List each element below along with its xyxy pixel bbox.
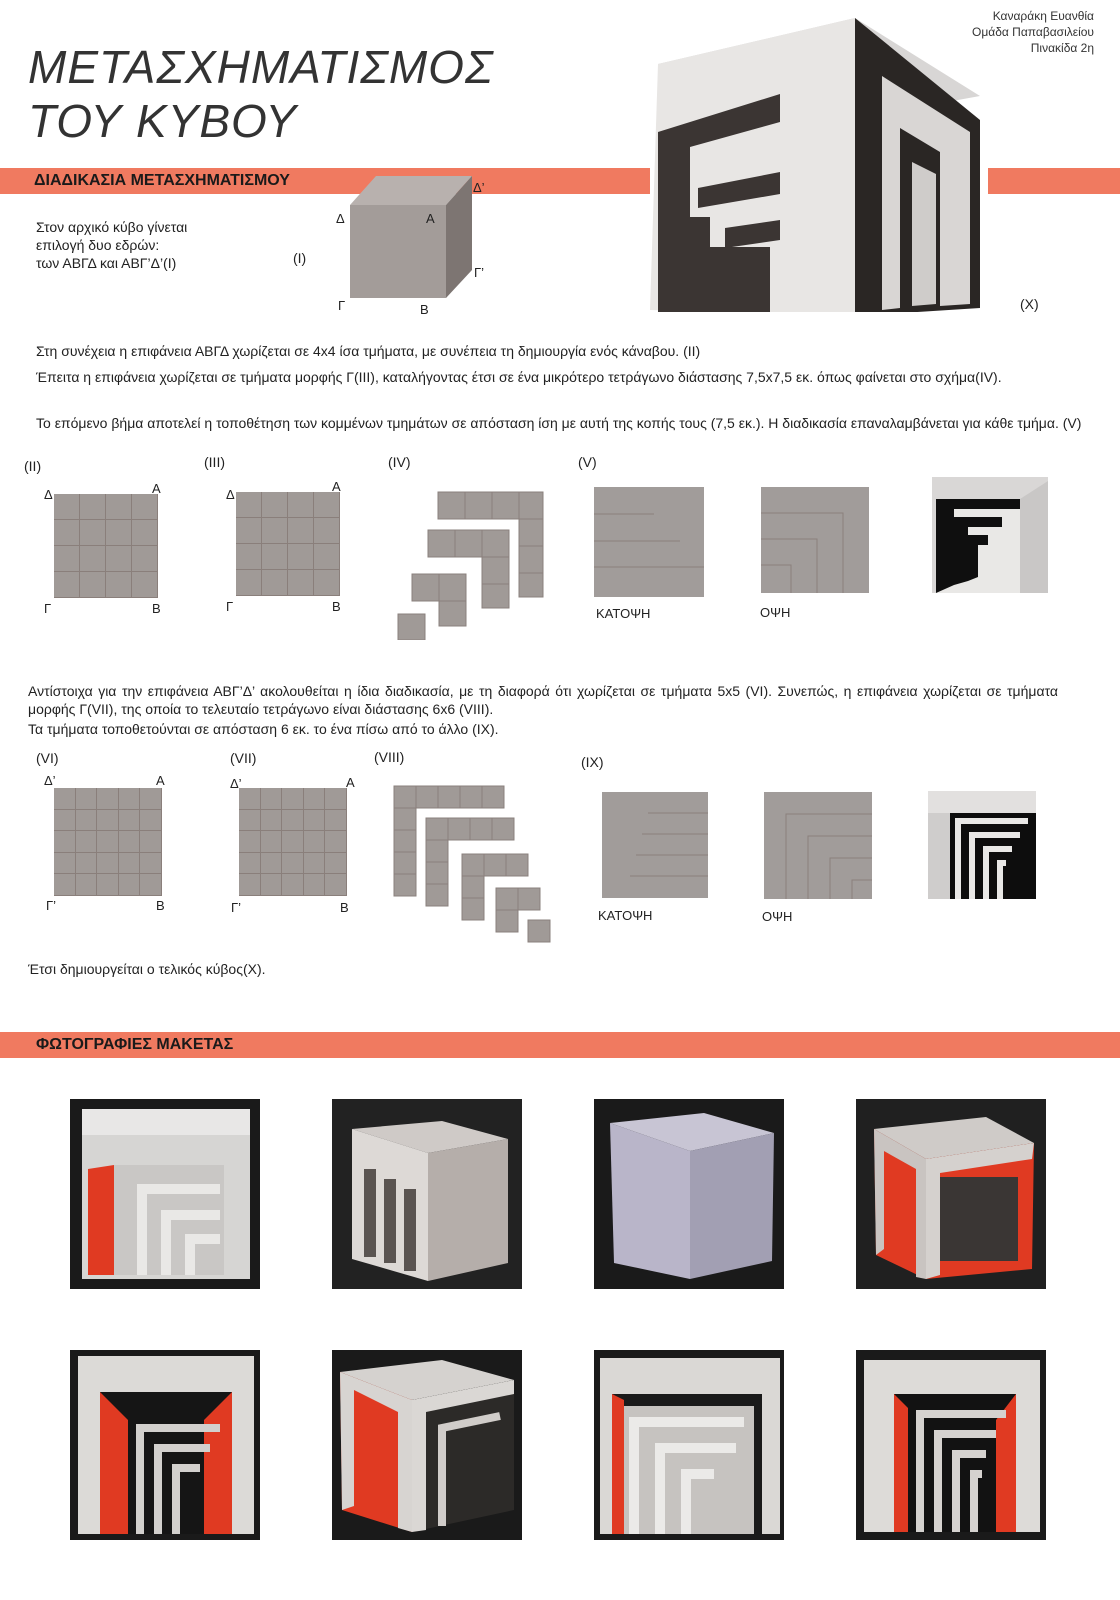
paragraph-5x5: Αντίστοιχα για την επιφάνεια ΑΒΓ’Δ’ ακολουθείται η ίδια διαδικασία, με τη διαφορά ότι χωρίζεται σε τμήματα 5x5 (VI). Συνεπώς, η επιφάνεια χωρίζεται σε τμήματα μορφής Γ(VII), της οποία το τελευταίο τετράγωνο είναι διάστασης 6x6 (VIII). — [28, 683, 1058, 717]
model-photo-8 — [856, 1350, 1046, 1540]
intro-text: Στον αρχικό κύβο γίνεται επιλογή δυο εδρών: των ΑΒΓΔ και ΑΒΓ’Δ’(Ι) — [36, 219, 188, 271]
author-name: Καναράκη Ευανθία — [992, 9, 1094, 23]
view-label: ΟΨΗ — [760, 605, 791, 620]
grid-4x4 — [54, 494, 158, 598]
section-band-right — [988, 168, 1120, 194]
model-photo-5 — [70, 1350, 260, 1540]
view-label-ix: ΟΨΗ — [762, 909, 793, 924]
model-photo-1 — [70, 1099, 260, 1289]
author-sheet: Πινακίδα 2η — [1030, 41, 1094, 55]
section-heading-photos: ΦΩΤΟΓΡΑΦΙΕΣ ΜΑΚΕΤΑΣ — [36, 1036, 234, 1053]
initial-cube — [330, 170, 480, 305]
model-photo-4 — [856, 1099, 1046, 1289]
grid-5x5 — [54, 788, 162, 896]
render-ix — [928, 791, 1036, 899]
model-photo-2 — [332, 1099, 522, 1289]
paragraph-gamma: Έπειτα η επιφάνεια χωρίζεται σε τμήματα μορφής Γ(ΙΙΙ), καταλήγοντας έτσι σε ένα μικρότερο τετράγωνο διάστασης 7,5x7,5 εκ. όπως φαίνεται στο σχήμα(IV). — [36, 369, 1002, 385]
closing-text: Έτσι δημιουργείται ο τελικός κύβος(Χ). — [28, 961, 266, 977]
section-band-photos — [0, 1032, 1120, 1058]
section-heading-process: ΔΙΑΔΙΚΑΣΙΑ ΜΕΤΑΣΧΗΜΑΤΙΣΜΟΥ — [34, 172, 290, 189]
exploded-gamma-pieces-5 — [392, 784, 552, 944]
grid-gamma-4x4 — [236, 492, 340, 596]
model-photo-6 — [332, 1350, 522, 1540]
cube-label: (Ι) — [293, 250, 307, 266]
exploded-gamma-pieces — [396, 490, 546, 640]
page-title — [28, 40, 494, 148]
final-cube-render — [650, 12, 992, 312]
title-line-1: ΜΕΤΑΣΧΗΜΑΤΙΣΜΟΣ — [28, 41, 494, 93]
final-cube-label: (Χ) — [1020, 296, 1039, 312]
plan-v — [594, 487, 704, 597]
plan-label: ΚΑΤΟΨΗ — [596, 606, 651, 621]
grid-gamma-5x5 — [239, 788, 347, 896]
model-photo-7 — [594, 1350, 784, 1540]
author-team: Ομάδα Παπαβασιλείου — [972, 25, 1094, 39]
paragraph-placement: Το επόμενο βήμα αποτελεί η τοποθέτηση των κομμένων τμημάτων σε απόσταση ίση με αυτή της κοπής τους (7,5 εκ.). Η διαδικασία επαναλαμβάνεται για κάθε τμήμα. (V) — [36, 415, 1082, 431]
plan-ix — [602, 792, 708, 898]
title-line-2: ΤΟΥ ΚΥΒΟΥ — [28, 95, 298, 147]
section-band — [0, 168, 328, 194]
plan-label-ix: ΚΑΤΟΨΗ — [598, 908, 653, 923]
render-v — [932, 477, 1048, 593]
view-v — [761, 487, 869, 593]
paragraph-grid: Στη συνέχεια η επιφάνεια ΑΒΓΔ χωρίζεται σε 4x4 ίσα τμήματα, με συνέπεια τη δημιουργία ενός κάναβου. (ΙΙ) — [36, 343, 701, 359]
model-photo-3 — [594, 1099, 784, 1289]
paragraph-distance: Τα τμήματα τοποθετούνται σε απόσταση 6 εκ. το ένα πίσω από το άλλο (IX). — [28, 721, 499, 737]
view-ix — [764, 792, 872, 899]
